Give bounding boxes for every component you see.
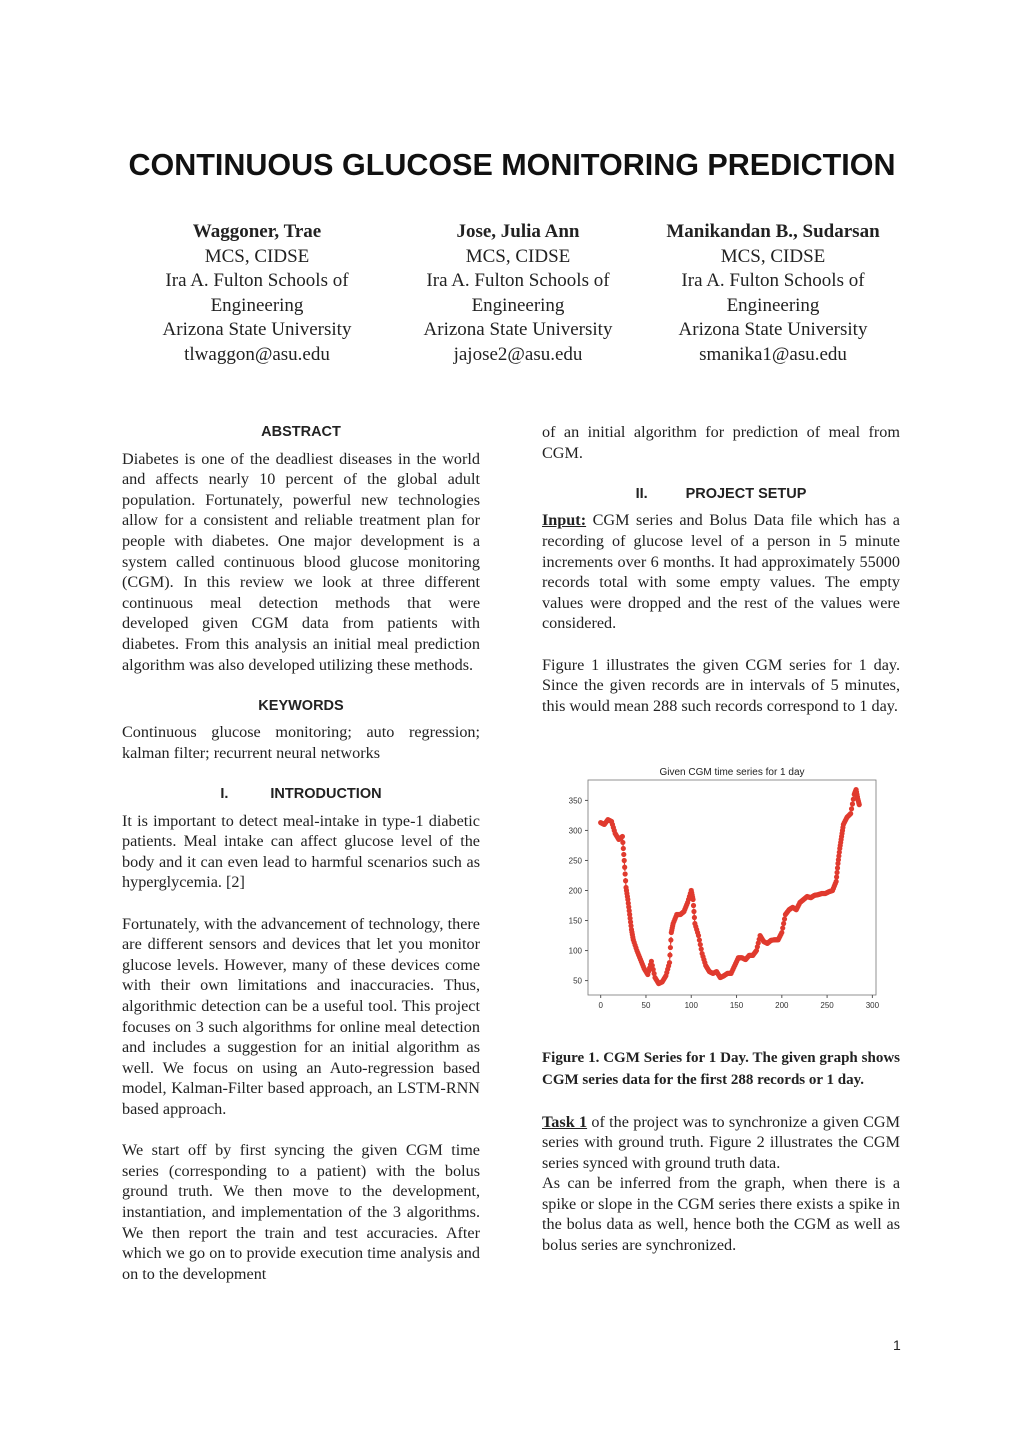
data-point — [849, 806, 854, 811]
author-name: Waggoner, Trae — [192, 221, 322, 242]
data-point — [779, 930, 784, 935]
chart-title: Given CGM time series for 1 day — [659, 767, 805, 778]
x-tick-label: 50 — [641, 1001, 651, 1010]
data-point — [622, 858, 627, 863]
data-point — [623, 878, 628, 883]
abstract-text: Diabetes is one of the deadliest diseases in the world and affects nearly 10 percent of the global adult population. Fortunately, powerful new technologies allow for a consistent and reliable treatment plan for people with diabetes. One major development is a system called continuous blood glucose monitoring (CGM). In this review we look at three different continuous meal detection methods that were developed given CGM data from patients with diabetes. From this analysis an initial meal prediction algorithm was also developed utilizing these methods. — [122, 449, 480, 674]
author-school: Ira A. Fulton Schools of — [681, 270, 865, 291]
author-univ: Arizona State University — [162, 319, 352, 340]
x-tick-label: 150 — [729, 1001, 744, 1010]
author-3 — [643, 220, 903, 367]
data-point — [857, 802, 862, 807]
data-point — [621, 846, 626, 851]
y-tick-label: 350 — [568, 796, 582, 806]
data-point — [696, 933, 701, 938]
keywords-heading: KEYWORDS — [258, 697, 344, 714]
y-tick-label: 250 — [568, 856, 582, 866]
data-point — [782, 916, 787, 921]
author-univ: Arizona State University — [423, 319, 613, 340]
author-name: Jose, Julia Ann — [456, 221, 580, 242]
data-point — [834, 879, 839, 884]
input-label: Input: — [542, 511, 587, 530]
author-dept: MCS, CIDSE — [204, 245, 310, 267]
data-point — [623, 871, 628, 876]
page-number: 1 — [893, 1337, 901, 1353]
section-number: I. — [220, 786, 229, 803]
figure-caption: Figure 1. CGM Series for 1 Day. The given graph shows CGM series data for the first 288 records or 1 day. — [542, 1049, 900, 1088]
intro-paragraph-cont: of an initial algorithm for prediction of meal from CGM. — [542, 423, 900, 462]
setup-heading — [542, 484, 900, 505]
author-univ: Arizona State University — [678, 319, 868, 340]
x-tick-label: 200 — [775, 1001, 789, 1010]
left-column — [122, 422, 480, 1305]
data-point — [781, 921, 786, 926]
cgm-chart — [550, 760, 890, 1015]
x-tick-label: 0 — [598, 1001, 603, 1010]
data-point — [620, 840, 625, 845]
setup-paragraph: Figure 1 illustrates the given CGM series for 1 day. Since the given records are in intervals of 5 minutes, this would mean 288 such records correspond to 1 day. — [542, 655, 900, 715]
intro-heading — [122, 784, 480, 805]
author-school: Engineering — [210, 294, 304, 316]
y-tick-label: 150 — [568, 916, 582, 926]
intro-paragraph: Fortunately, with the advancement of technology, there are different sensors and devices that let you monitor glucose levels. However, many of these devices come with their own limitations and inaccuracies. Thus, algorithmic detection can be a useful tool. This project focuses on 3 such algorithms for online meal detection and includes a suggestion for an initial algorithm as well. We focus on using an Auto-regression based model, Kalman-Filter based approach, an LSTM-RNN based approach. — [122, 914, 480, 1118]
author-2 — [388, 220, 648, 367]
data-point — [834, 874, 839, 879]
task-paragraph — [542, 1112, 900, 1174]
x-tick-label: 100 — [684, 1001, 698, 1010]
data-point — [848, 811, 853, 816]
author-email: smanika1@asu.edu — [699, 343, 847, 365]
author-email: tlwaggon@asu.edu — [184, 343, 330, 365]
keywords-text: Continuous glucose monitoring; auto regression; kalman filter; recurrent neural networks — [122, 723, 480, 762]
data-point — [668, 945, 673, 950]
data-point — [667, 952, 672, 957]
data-point — [780, 925, 785, 930]
data-point — [699, 946, 704, 951]
x-tick-label: 250 — [820, 1001, 834, 1010]
paper-title: CONTINUOUS GLUCOSE MONITORING PREDICTION — [128, 148, 896, 182]
data-point — [622, 865, 627, 870]
data-point — [690, 897, 695, 902]
author-1 — [127, 220, 387, 367]
intro-paragraph: It is important to detect meal-intake in type-1 diabetic patients. Meal intake can affect glucose level of the body and it can even lead to harmful scenarios such as hyperglycemia. [2] — [122, 811, 480, 892]
data-point — [698, 942, 703, 947]
setup-paragraph — [542, 510, 900, 634]
y-tick-label: 200 — [568, 886, 582, 896]
data-point — [620, 834, 625, 839]
author-email: jajose2@asu.edu — [453, 343, 583, 365]
author-school: Engineering — [726, 294, 820, 316]
author-school: Ira A. Fulton Schools of — [426, 270, 610, 291]
data-point — [691, 909, 696, 914]
task-text: of the project was to synchronize a given CGM series with ground truth. Figure 2 illustrates the CGM series synced with ground truth data. — [542, 1112, 900, 1172]
data-point — [834, 870, 839, 875]
data-point — [850, 801, 855, 806]
intro-paragraph: We start off by first syncing the given CGM time series (corresponding to a patient) with the bolus ground truth. We then move to the development, instantiation, and implementation of the 3 algorithms. We then report the train and test accuracies. After which we go on to provide execution time analysis and on to the development — [122, 1141, 480, 1283]
author-dept: MCS, CIDSE — [465, 245, 571, 267]
task-label: Task 1 — [542, 1112, 588, 1131]
setup-text: CGM series and Bolus Data file which has a recording of glucose level of a person in 5 minute increments over 6 months. It had approximately 55000 records total with some empty values. The empty values were dropped and the rest of the values were considered. — [542, 511, 900, 633]
x-tick-label: 300 — [865, 1001, 880, 1010]
section-number: II. — [635, 485, 648, 502]
data-point — [668, 937, 673, 942]
author-school: Ira A. Fulton Schools of — [165, 270, 349, 291]
data-point — [697, 937, 702, 942]
data-point — [621, 852, 626, 857]
abstract-heading: ABSTRACT — [261, 424, 341, 440]
data-point — [835, 865, 840, 870]
section-title: INTRODUCTION — [270, 786, 382, 803]
data-point — [692, 915, 697, 920]
author-name: Manikandan B., Sudarsan — [666, 221, 880, 242]
task-paragraph: As can be inferred from the graph, when there is a spike or slope in the CGM series there exists a spike in the bolus data as well, hence both the CGM as well as bolus series are synchronized. — [542, 1174, 900, 1255]
author-dept: MCS, CIDSE — [720, 245, 826, 267]
data-point — [691, 903, 696, 908]
y-tick-label: 100 — [568, 946, 582, 956]
y-tick-label: 300 — [568, 826, 582, 836]
author-school: Engineering — [471, 294, 565, 316]
y-tick-label: 50 — [573, 976, 582, 986]
section-title: PROJECT SETUP — [685, 485, 807, 502]
data-point — [667, 960, 672, 965]
